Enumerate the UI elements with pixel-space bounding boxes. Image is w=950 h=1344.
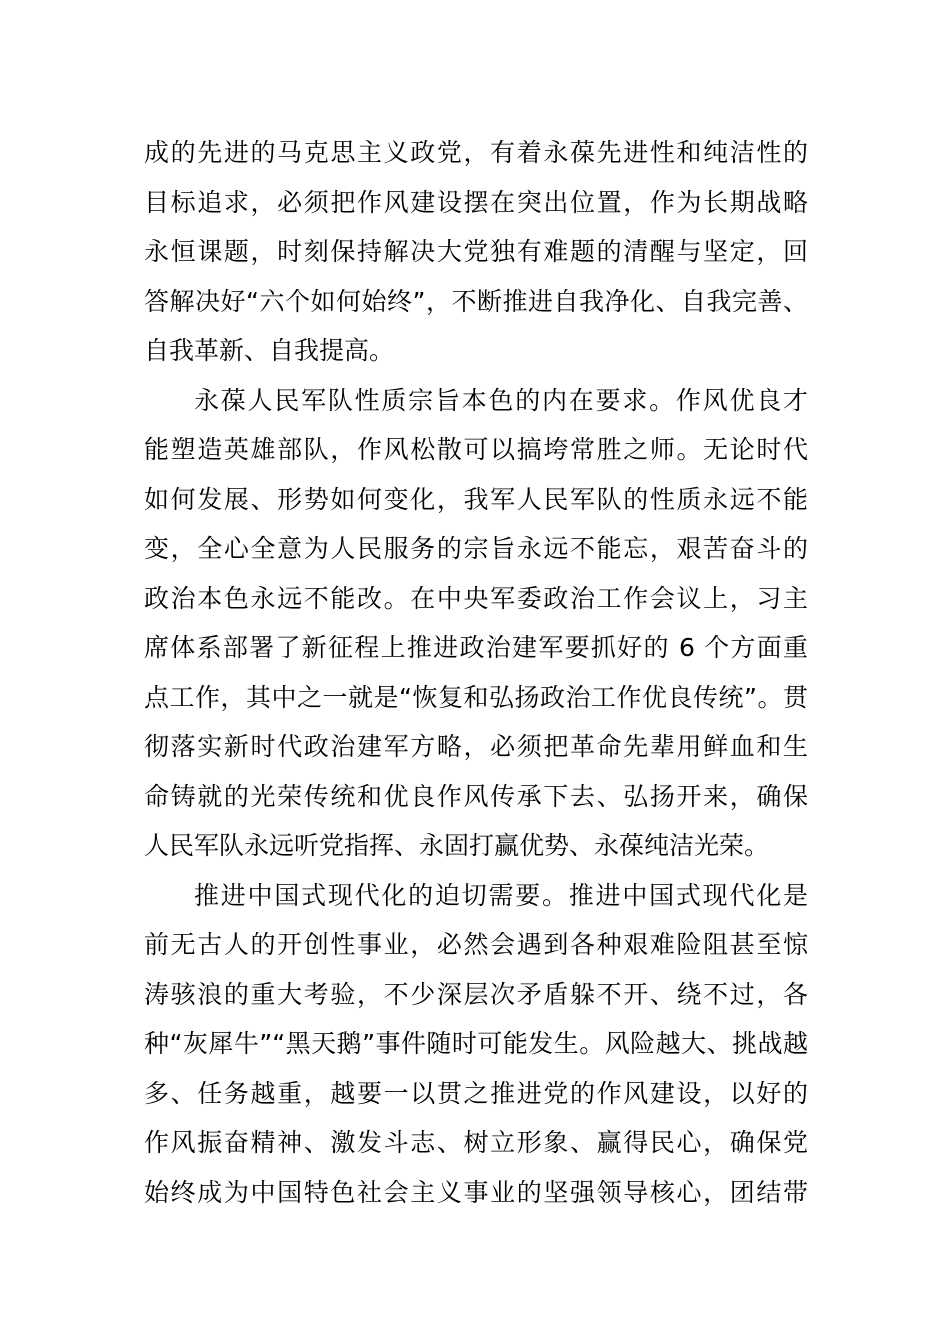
- text-line: 永恒课题，时刻保持解决大党独有难题的清醒与坚定，回: [144, 237, 808, 266]
- text-line: 自我革新、自我提高。: [144, 336, 395, 365]
- text-line: 种“灰犀牛”“黑天鹅”事件随时可能发生。风险越大、挑战越: [144, 1029, 808, 1058]
- text-line: 答解决好“六个如何始终”，不断推进自我净化、自我完善、: [144, 286, 808, 316]
- text-line: 能塑造英雄部队，作风松散可以搞垮常胜之师。无论时代: [144, 435, 808, 464]
- text-line: 作风振奋精神、激发斗志、树立形象、赢得民心，确保党: [144, 1128, 808, 1157]
- text-line: 前无古人的开创性事业，必然会遇到各种艰难险阻甚至惊: [144, 930, 808, 959]
- text-line: 始终成为中国特色社会主义事业的坚强领导核心，团结带: [144, 1177, 808, 1207]
- text-line: 永葆人民军队性质宗旨本色的内在要求。作风优良才: [194, 385, 808, 415]
- text-line: 政治本色永远不能改。在中央军委政治工作会议上，习主: [144, 583, 808, 613]
- text-line: 彻落实新时代政治建军方略，必须把革命先辈用鲜血和生: [144, 732, 808, 761]
- text-line: 席体系部署了新征程上推进政治建军要抓好的 6 个方面重: [144, 633, 808, 662]
- text-line: 如何发展、形势如何变化，我军人民军队的性质永远不能: [144, 484, 808, 514]
- text-line: 推进中国式现代化的迫切需要。推进中国式现代化是: [194, 880, 808, 910]
- text-line: 成的先进的马克思主义政党，有着永葆先进性和纯洁性的: [144, 138, 808, 167]
- text-line: 点工作，其中之一就是“恢复和弘扬政治工作优良传统”。贯: [144, 682, 808, 712]
- text-line: 命铸就的光荣传统和优良作风传承下去、弘扬开来，确保: [144, 781, 808, 811]
- text-line: 人民军队永远听党指挥、永固打赢优势、永葆纯洁光荣。: [144, 831, 770, 860]
- text-line: 目标追求，必须把作风建设摆在突出位置，作为长期战略: [144, 187, 808, 217]
- text-line: 多、任务越重，越要一以贯之推进党的作风建设，以好的: [144, 1078, 808, 1108]
- text-line: 变，全心全意为人民服务的宗旨永远不能忘，艰苦奋斗的: [144, 534, 808, 563]
- body-text: [144, 128, 808, 1217]
- text-line: 涛骇浪的重大考验，不少深层次矛盾躲不开、绕不过，各: [144, 979, 808, 1009]
